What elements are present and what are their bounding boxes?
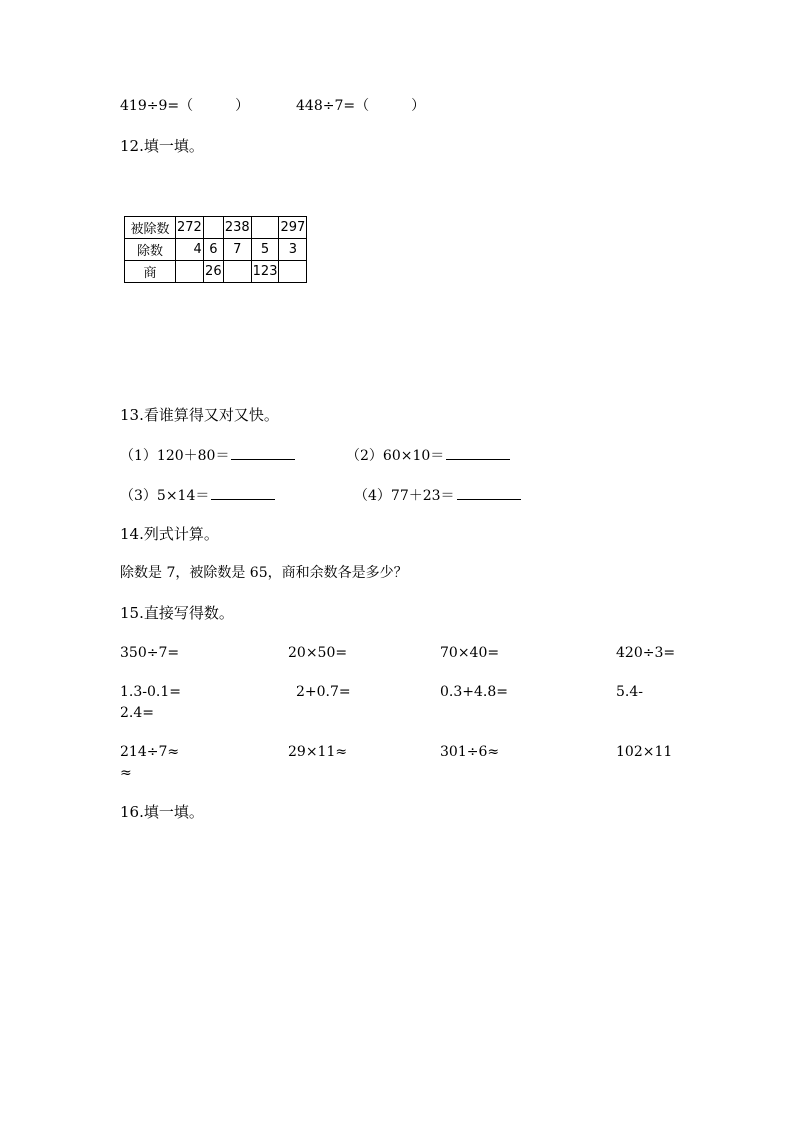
table-row [125,261,307,283]
calc-item: 350÷7= [120,645,180,661]
table-cell [279,261,307,283]
expr-419-div-9: 419÷9=（ ） [120,98,250,114]
q12-title: 12.填一填。 [120,137,204,155]
q13-item-3: （3）5×14＝ [120,487,275,503]
table-row [125,217,307,239]
row-label: 被除数 [125,217,176,239]
q15-title: 15.直接写得数。 [120,604,234,622]
calc-item-wrap: ≈ [120,765,132,781]
table-cell: 26 [203,261,223,283]
answer-blank[interactable] [211,487,275,500]
row-label: 商 [125,261,176,283]
table-cell [223,261,251,283]
calc-item: 70×40= [440,645,500,661]
table-cell [251,217,279,239]
q13-item-1: （1）120＋80＝ [120,447,295,463]
table-cell: 5 [251,239,279,261]
calc-item: 420÷3= [616,645,676,661]
expr-448-div-7: 448÷7=（ ） [296,98,426,114]
calc-item: 2+0.7= [296,684,351,700]
answer-blank[interactable] [457,487,521,500]
calc-item: 0.3+4.8= [440,684,508,700]
calc-item: 301÷6≈ [440,744,500,760]
table-row [125,239,307,261]
table-cell: 238 [223,217,251,239]
table-cell: 6 [203,239,223,261]
table-cell: 272 [176,217,204,239]
table-cell: 123 [251,261,279,283]
answer-blank[interactable] [446,447,510,460]
table-cell: 4 [176,239,204,261]
q14-text: 除数是 7，被除数是 65，商和余数各是多少？ [120,565,408,581]
table-cell: 297 [279,217,307,239]
calc-item-wrap: 2.4= [120,705,154,721]
q16-title: 16.填一填。 [120,803,204,821]
q13-item-2: （2）60×10＝ [346,447,510,463]
table-cell [176,261,204,283]
q13-item-4: （4）77＋23＝ [354,487,521,503]
answer-blank[interactable] [231,447,295,460]
table-cell: 3 [279,239,307,261]
calc-item: 20×50= [288,645,348,661]
calc-item: 5.4- [616,684,643,700]
calc-item: 1.3-0.1= [120,684,181,700]
row-label: 除数 [125,239,176,261]
division-table [124,216,307,283]
q13-title: 13.看谁算得又对又快。 [120,406,279,424]
q14-title: 14.列式计算。 [120,525,219,543]
calc-item: 102×11 [616,744,673,760]
calc-item: 214÷7≈ [120,744,180,760]
table-cell: 7 [223,239,251,261]
table-cell [203,217,223,239]
calc-item: 29×11≈ [288,744,348,760]
